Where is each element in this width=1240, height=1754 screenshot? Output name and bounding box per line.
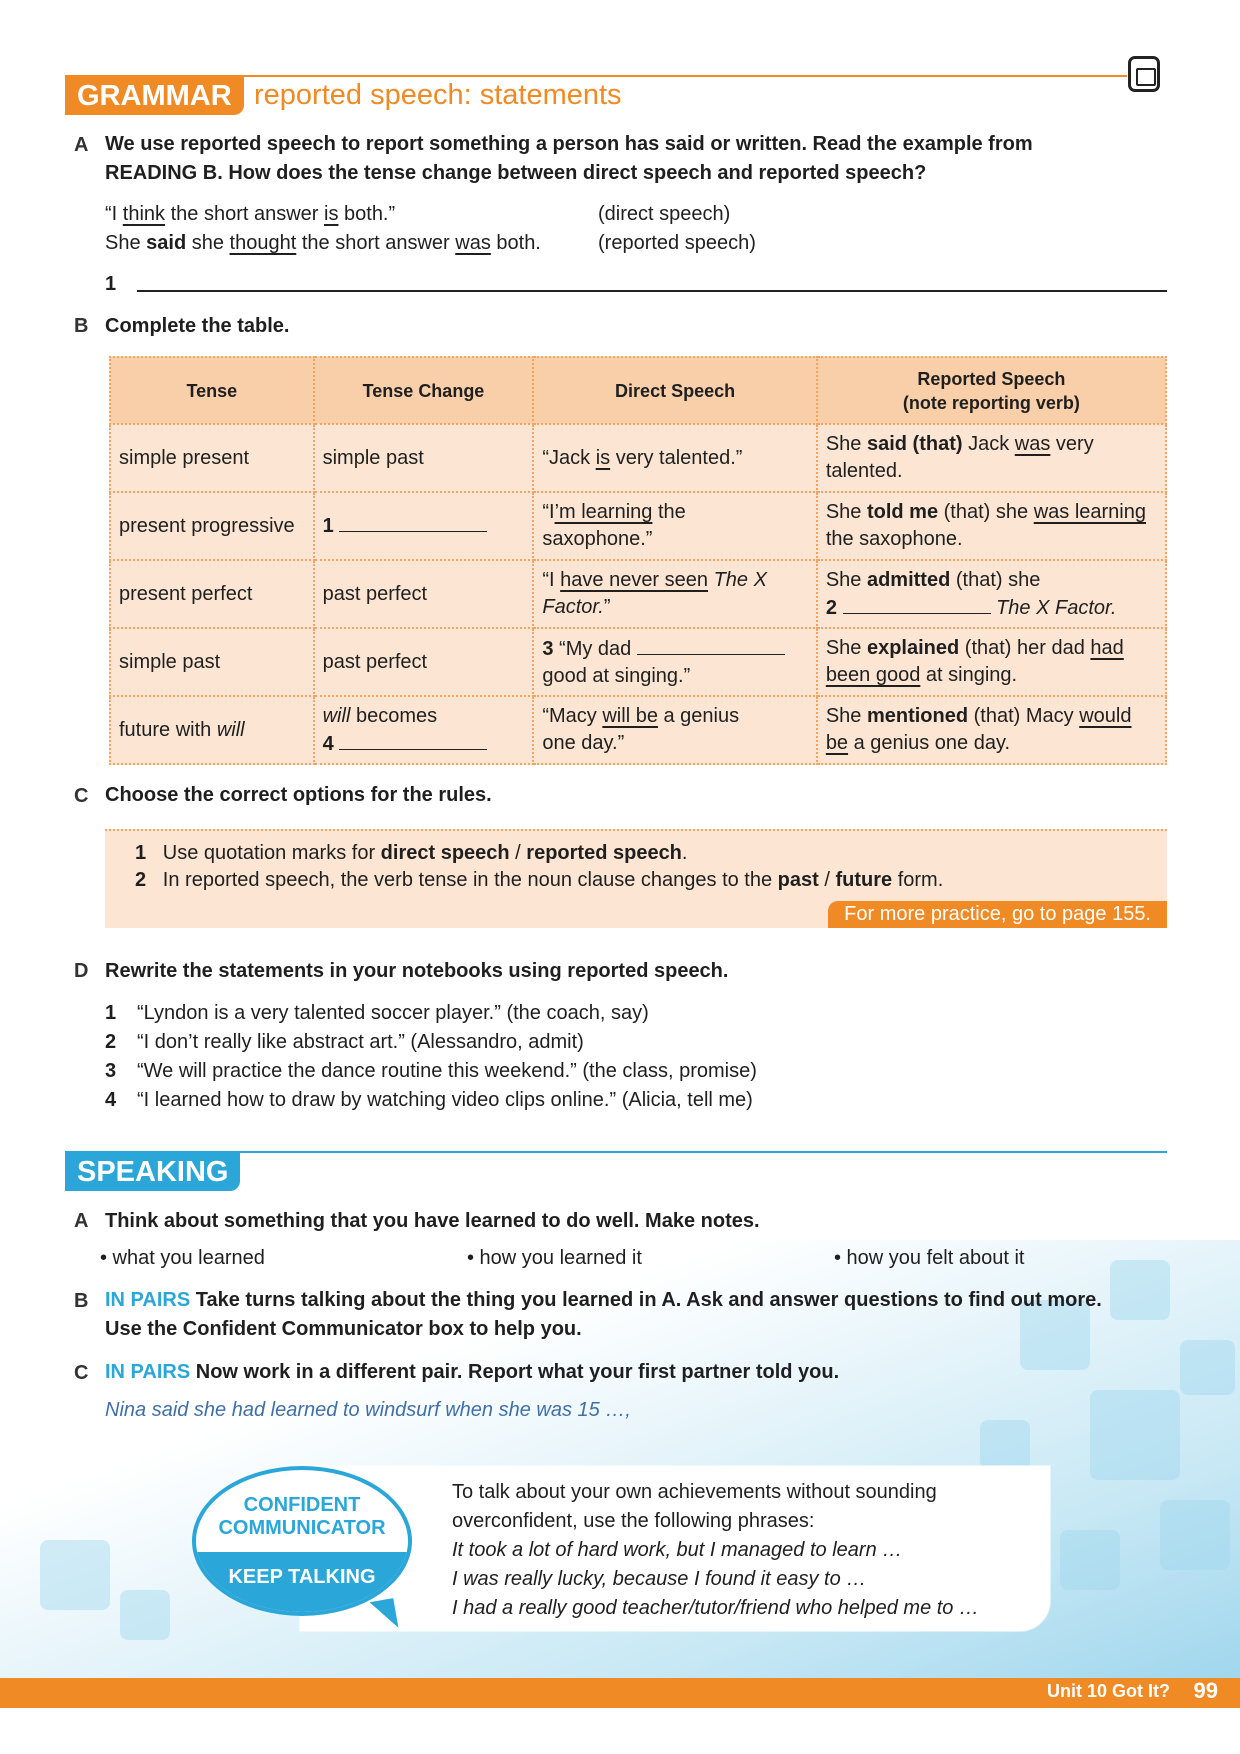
- answer-line[interactable]: [137, 290, 1167, 292]
- workbook-icon: [1128, 56, 1160, 92]
- blank-3[interactable]: [637, 635, 785, 655]
- blank-2[interactable]: [843, 594, 991, 614]
- grammar-b-instruction: Complete the table.: [105, 315, 290, 337]
- section-letter-d: D: [74, 960, 89, 982]
- example-reported-label: (reported speech): [598, 232, 756, 254]
- table-row: future with will will becomes 4 “Macy will be a genius one day.” She mentioned (that) Macy would be a genius one day.: [110, 696, 1166, 764]
- table-row: simple past past perfect 3 “My dad good at singing.” She explained (that) her dad had been good at singing.: [110, 628, 1166, 696]
- speaking-letter-a: A: [74, 1210, 89, 1232]
- example-direct-label: (direct speech): [598, 203, 731, 225]
- table-row: present progressive 1 “I’m learning the saxophone.” She told me (that) she was learning the saxophone.: [110, 492, 1166, 560]
- grammar-table: [109, 356, 1167, 765]
- option-reported-speech[interactable]: reported speech: [526, 842, 682, 864]
- cc-text: To talk about your own achievements without sounding overconfident, use the following phrases: It took a lot of hard work, but I managed to learn … I was really lucky, because I found it easy to … I had a really good teacher/tutor/friend who helped me to …: [452, 1481, 979, 1619]
- list-item: 4 “I learned how to draw by watching video clips online.” (Alicia, tell me): [105, 1089, 753, 1111]
- cc-keep-talking: KEEP TALKING: [228, 1566, 376, 1588]
- list-item: 1 “Lyndon is a very talented soccer player.” (the coach, say): [105, 1002, 649, 1024]
- answer-number: 1: [105, 273, 117, 295]
- confident-communicator-bubble: [192, 1466, 412, 1616]
- rule-1: 1 Use quotation marks for direct speech / reported speech.: [135, 842, 688, 864]
- speaking-badge: SPEAKING: [65, 1153, 240, 1191]
- grammar-subtitle: reported speech: statements: [254, 79, 622, 111]
- speaking-b-instruction: IN PAIRS Take turns talking about the thing you learned in A. Ask and answer questions to find out more. Use the Confident Communicator box to help you.: [105, 1289, 1102, 1340]
- header-direct-speech: Direct Speech: [533, 357, 816, 424]
- note-bullet: • how you felt about it: [834, 1247, 1025, 1269]
- option-future[interactable]: future: [835, 869, 893, 891]
- grammar-badge: GRAMMAR: [65, 77, 244, 115]
- blank-1[interactable]: [339, 512, 487, 532]
- header-tense-change: Tense Change: [314, 357, 534, 424]
- practice-link[interactable]: For more practice, go to page 155.: [828, 901, 1167, 928]
- footer-bar: [0, 1678, 1240, 1708]
- example-direct: “I think the short answer is both.”: [105, 203, 396, 225]
- page-number: 99: [1193, 1678, 1218, 1703]
- rules-box: [105, 829, 1167, 928]
- grammar-d-instruction: Rewrite the statements in your notebooks using reported speech.: [105, 960, 729, 982]
- section-letter-b: B: [74, 315, 89, 337]
- speaking-a-instruction: Think about something that you have learned to do well. Make notes.: [105, 1210, 760, 1232]
- note-bullet: • how you learned it: [467, 1247, 642, 1269]
- footer-unit: Unit 10 Got It?: [1047, 1681, 1170, 1701]
- table-row: simple present simple past “Jack is very talented.” She said (that) Jack was very talented.: [110, 424, 1166, 492]
- table-row: present perfect past perfect “I have never seen The X Factor.” She admitted (that) she 2 The X Factor.: [110, 560, 1166, 628]
- list-item: 3 “We will practice the dance routine this weekend.” (the class, promise): [105, 1060, 757, 1082]
- confident-communicator-box: [300, 1466, 1050, 1631]
- rule-2: 2 In reported speech, the verb tense in the noun clause changes to the past / future form.: [135, 869, 944, 891]
- example-reported: She said she thought the short answer was both.: [105, 232, 541, 254]
- example-sentence: Nina said she had learned to windsurf when she was 15 …,: [105, 1399, 631, 1421]
- list-item: 2 “I don’t really like abstract art.” (Alessandro, admit): [105, 1031, 584, 1053]
- option-past[interactable]: past: [777, 869, 819, 891]
- cc-title: CONFIDENT COMMUNICATOR: [218, 1494, 386, 1539]
- section-letter-a: A: [74, 134, 89, 156]
- speaking-letter-c: C: [74, 1362, 89, 1384]
- note-bullet: • what you learned: [100, 1247, 265, 1269]
- speaking-letter-b: B: [74, 1290, 89, 1312]
- option-direct-speech[interactable]: direct speech: [380, 842, 510, 864]
- statement-list: [105, 999, 757, 1115]
- header-tense: Tense: [110, 357, 314, 424]
- blank-4[interactable]: [339, 730, 487, 750]
- section-letter-c: C: [74, 785, 89, 807]
- grammar-c-instruction: Choose the correct options for the rules.: [105, 784, 492, 806]
- speaking-c-instruction: IN PAIRS Now work in a different pair. Report what your first partner told you.: [105, 1361, 840, 1383]
- header-reported-speech: Reported Speech (note reporting verb): [817, 357, 1166, 424]
- table-header-row: [110, 357, 1166, 424]
- grammar-a-instruction: We use reported speech to report something a person has said or written. Read the example from READING B. How does the tense change between direct speech and reported speech?: [105, 133, 1033, 184]
